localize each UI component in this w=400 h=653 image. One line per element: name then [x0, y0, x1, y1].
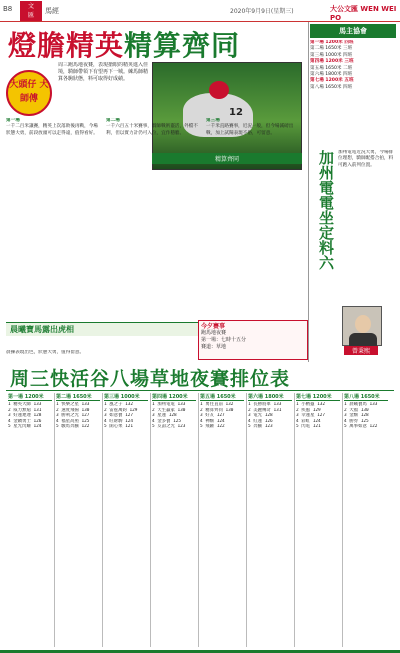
table-row: 3 星運 128 — [152, 413, 177, 419]
column-text: 一千六百五十米賽事，騎師戰術靈活，外檔不利，但以實力計仍可入位，宜作穩膽。 — [106, 124, 198, 136]
sub-story-text: 晨操表現出色，狀態大勇，值得留意。 — [6, 350, 85, 355]
race-column — [296, 393, 340, 647]
main-headline — [8, 24, 240, 64]
info-line: 賽道：草地 — [201, 344, 227, 350]
table-row: 3 勝利之光 127 — [56, 413, 90, 419]
table-row: 5 星光閃耀 124 — [8, 424, 42, 430]
table-row: 3 電光 128 — [248, 413, 273, 419]
race-column — [104, 393, 148, 647]
schedule-row: 第二場 1650米 三班 — [310, 46, 353, 52]
table-row: 4 金多寶 125 — [152, 418, 182, 424]
table-row: 4 彩虹 124 — [296, 418, 321, 424]
schedule-row: 第五場 1650米 二班 — [310, 65, 353, 71]
page-number: B8 — [3, 5, 13, 13]
table-row: 5 友誼之光 123 — [152, 424, 186, 430]
column-heading: 第二場 — [106, 118, 120, 123]
author-portrait — [342, 306, 382, 346]
table-row: 2 美麗傳奇 131 — [248, 407, 282, 413]
article-column — [206, 118, 301, 137]
right-column-heading: 馬主協會 — [310, 24, 396, 38]
table-row: 1 風之子 132 — [104, 402, 134, 407]
table-row: 2 天生贏家 130 — [152, 407, 186, 413]
column-text: 加州電電近況大勇，今場排位理想，騎師配搭合拍，料可跑入前列位置。 — [338, 150, 394, 168]
table-row: 3 金駒 128 — [344, 413, 369, 419]
table-row: 1 快樂之星 133 — [56, 402, 90, 407]
table-row: 4 福星高照 125 — [56, 418, 90, 424]
table-row: 5 開心果 121 — [104, 424, 134, 430]
table-row: 4 勝券 125 — [344, 418, 369, 424]
info-line: 跑馬地夜賽 — [201, 330, 227, 336]
race-column — [8, 393, 52, 647]
race-header: 第七場 1200米 — [296, 393, 340, 401]
race-header: 第八場 1650米 — [344, 393, 388, 401]
race-column — [200, 393, 244, 647]
table-row: 1 小精靈 132 — [296, 402, 326, 407]
table-row: 2 速度飛揚 130 — [56, 407, 90, 413]
table-row: 4 紅運 126 — [248, 418, 273, 424]
race-header: 第六場 1800米 — [248, 393, 292, 401]
race-column — [152, 393, 196, 647]
race-header: 第三場 1000米 — [104, 393, 148, 401]
logo-line-2: 匯 — [27, 12, 34, 19]
table-row: 2 雷霆萬鈞 129 — [104, 407, 138, 413]
table-row: 4 神駒 124 — [200, 418, 225, 424]
column-separator — [102, 393, 103, 647]
column-text: 一千米直路賽事，近況一般，但今場減磅出戰，加上試閘表現不俗，可留意。 — [206, 124, 294, 136]
headline-part-2: 精算齊同 — [124, 29, 241, 62]
article-body — [6, 118, 306, 318]
newspaper-logo — [20, 1, 42, 21]
logo-line-1: 文 — [27, 3, 34, 10]
table-row: 5 駿馬奔騰 122 — [56, 424, 90, 430]
table-title: 周三快活谷八場草地夜賽排位表 — [10, 368, 291, 390]
jockey-shape — [209, 81, 229, 99]
schedule-row: 第三場 1000米 四班 — [310, 52, 353, 58]
race-column — [56, 393, 100, 647]
table-row: 3 如意寶 127 — [104, 413, 134, 419]
saddle-number: 12 — [229, 107, 243, 118]
table-row: 5 閃電 121 — [296, 424, 321, 430]
draw-table — [6, 390, 394, 648]
column-separator — [342, 393, 343, 647]
table-row: 3 幸運星 127 — [296, 413, 326, 419]
column-text: 一千二百米讓賽，精英上次落敗後再戰，今場狀態大勇，前段放頭可以走得遠，值得看好。 — [6, 124, 98, 136]
table-row: 4 金鑽勇士 126 — [8, 418, 42, 424]
table-row: 1 長勝將軍 133 — [248, 402, 282, 407]
table-row: 2 疾風 129 — [296, 407, 321, 413]
table-row: 3 好運連連 128 — [8, 413, 42, 419]
photo-caption: 精算齊同 — [152, 153, 302, 164]
column-heading: 第一場 — [6, 118, 20, 123]
table-row: 2 精算齊同 130 — [200, 407, 234, 413]
dateline: 2020年9月9日(星期三) — [230, 8, 294, 15]
section-label: 馬經 — [45, 7, 59, 15]
table-row: 1 晨曦寶馬 133 — [344, 402, 378, 407]
column-separator — [150, 393, 151, 647]
author-name: 曾秉熙 — [344, 346, 378, 355]
schedule-row: 第六場 1800米 四班 — [310, 72, 353, 78]
column-separator — [198, 393, 199, 647]
sub-story-title: 晨曦寶馬露出虎相 — [6, 322, 306, 336]
table-row: 2 威力無窮 131 — [8, 407, 42, 413]
article-column — [106, 118, 201, 137]
schedule-row: 第八場 1650米 四班 — [310, 84, 353, 90]
headline-part-1: 燈膽精英 — [8, 29, 125, 62]
column-separator — [294, 393, 295, 647]
table-row: 1 加州電電 133 — [152, 402, 186, 407]
race-column — [248, 393, 292, 647]
schedule-row: 第四場 1200米 三班 — [310, 59, 354, 65]
table-row: 4 旺財駒 124 — [104, 418, 134, 424]
race-header: 第四場 1200米 — [152, 393, 196, 401]
column-separator — [54, 393, 55, 647]
portrait-suit — [349, 333, 377, 347]
race-column — [344, 393, 388, 647]
info-line: 第一場：七時十五分 — [201, 337, 247, 343]
race-header: 第二場 1650米 — [56, 393, 100, 401]
column-separator — [246, 393, 247, 647]
column-heading: 第三場 — [206, 118, 220, 123]
schedule-row: 第一場 1200米 四班 — [310, 40, 354, 45]
table-row: 3 好友 127 — [200, 413, 225, 419]
table-row: 1 勇往直前 132 — [200, 402, 234, 407]
table-row: 1 精英大師 133 — [8, 402, 42, 407]
race-info-box — [198, 320, 308, 360]
article-column — [6, 118, 101, 137]
masthead: 大公文匯 WEN WEI PO — [330, 5, 397, 22]
column-title: 加州電電坐定料六 — [317, 150, 335, 270]
portrait-face — [355, 315, 371, 333]
columnist-badge: 大頭仔 大師傅 — [6, 70, 52, 116]
lede-text: 周三跑馬地夜賽，表現搶眼的精英進入佳境，騎師帶領下有望再下一城。練馬師精算各駒狀態，料可取得好成績。 — [58, 62, 149, 82]
schedule-row: 第七場 1200米 五班 — [310, 78, 354, 84]
table-row: 5 奔騰 123 — [248, 424, 273, 430]
info-box-title: 今夕賽事 — [201, 323, 226, 330]
race-header: 第五場 1650米 — [200, 393, 244, 401]
race-header: 第一場 1200米 — [8, 393, 52, 401]
table-row: 5 萬事如意 122 — [344, 424, 378, 430]
table-row: 5 飛躍 122 — [200, 424, 225, 430]
table-row: 2 大福 130 — [344, 407, 369, 413]
race-schedule — [310, 40, 396, 132]
